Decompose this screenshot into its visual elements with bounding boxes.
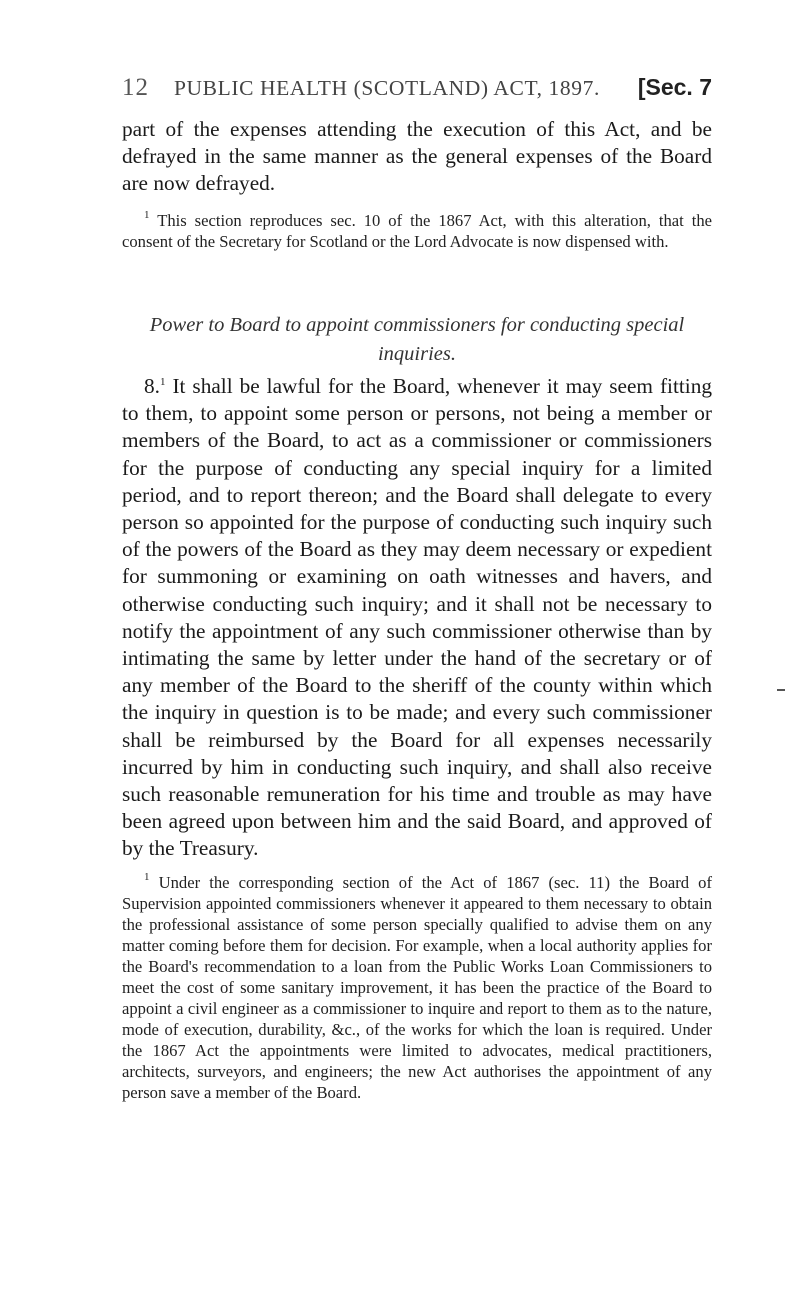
footnote-text: Under the corresponding section of the Act of 1867 (sec. 11) the Board of Supervision appointed commissioners whenever it appeared to them necessary to obtain the professional assistance of some person specially qualified to advise them on any matter coming before them for decision. For example, when a local authority applies for the Board's recommendation to a loan from the Public Works Loan Commissioners to meet the cost of some sanitary improvement, it has been the practice of the Board to appoint a civil engineer as a commissioner to inquire and report to them as to the nature, mode of execution, durability, &c., of the works for which the loan is required. Under the 1867 Act the appointments were limited to advocates, medical practitioners, architects, surveyors, and engineers; the new Act authorises the appointment of any person save a member of the Board. [122,873,712,1102]
section-number: 8. [144,374,160,398]
running-title: PUBLIC HEALTH (SCOTLAND) ACT, 1897. [174,76,600,100]
section-8-body [122,373,712,863]
section-marker: [Sec. 7 [637,74,712,100]
page-number: 12 [122,74,149,101]
running-header [122,68,712,108]
footnote-marker: 1 [144,871,150,883]
section-heading: Power to Board to appoint commissioners for conducting special inquiries. [149,314,685,365]
footnote-text: This section reproduces sec. 10 of the 1867 Act, with this alteration, that the consent of the Secretary for Scotland or the Lord Advocate is now dispensed with. [122,211,712,251]
margin-mark [777,689,785,691]
continued-paragraph: part of the expenses attending the execution of this Act, and be defrayed in the same manner as the general expenses of the Board are now defrayed. [122,117,712,196]
footnote-ref: 1 [159,376,166,388]
footnote-top [122,210,712,252]
footnote-bottom [122,872,712,1103]
section-text: It shall be lawful for the Board, whenever it may seem fitting to them, to appoint some person or persons, not being a member or members of the Board, to act as a commissioner or commissioners for the purpose of conducting any special inquiry for a limited period, and to report thereon; and the Board shall delegate to every person so appointed for the purpose of conducting such inquiry such of the powers of the Board as they may deem necessary or expedient for summoning or examining on oath witnesses and havers, and otherwise conducting such inquiry; and it shall not be necessary to notify the appointment of any such commissioner otherwise than by intimating the same by letter under the hand of the secretary or of any member of the Board to the sheriff of the county within which the inquiry in question is to be made; and every such commissioner shall be reimbursed by the Board for all expenses necessarily incurred by him in conducting such inquiry, and shall also receive such reasonable remuneration for his time and trouble as may have been agreed upon between him and the said Board, and approved of by the Treasury. [122,374,713,861]
footnote-marker: 1 [144,209,150,221]
